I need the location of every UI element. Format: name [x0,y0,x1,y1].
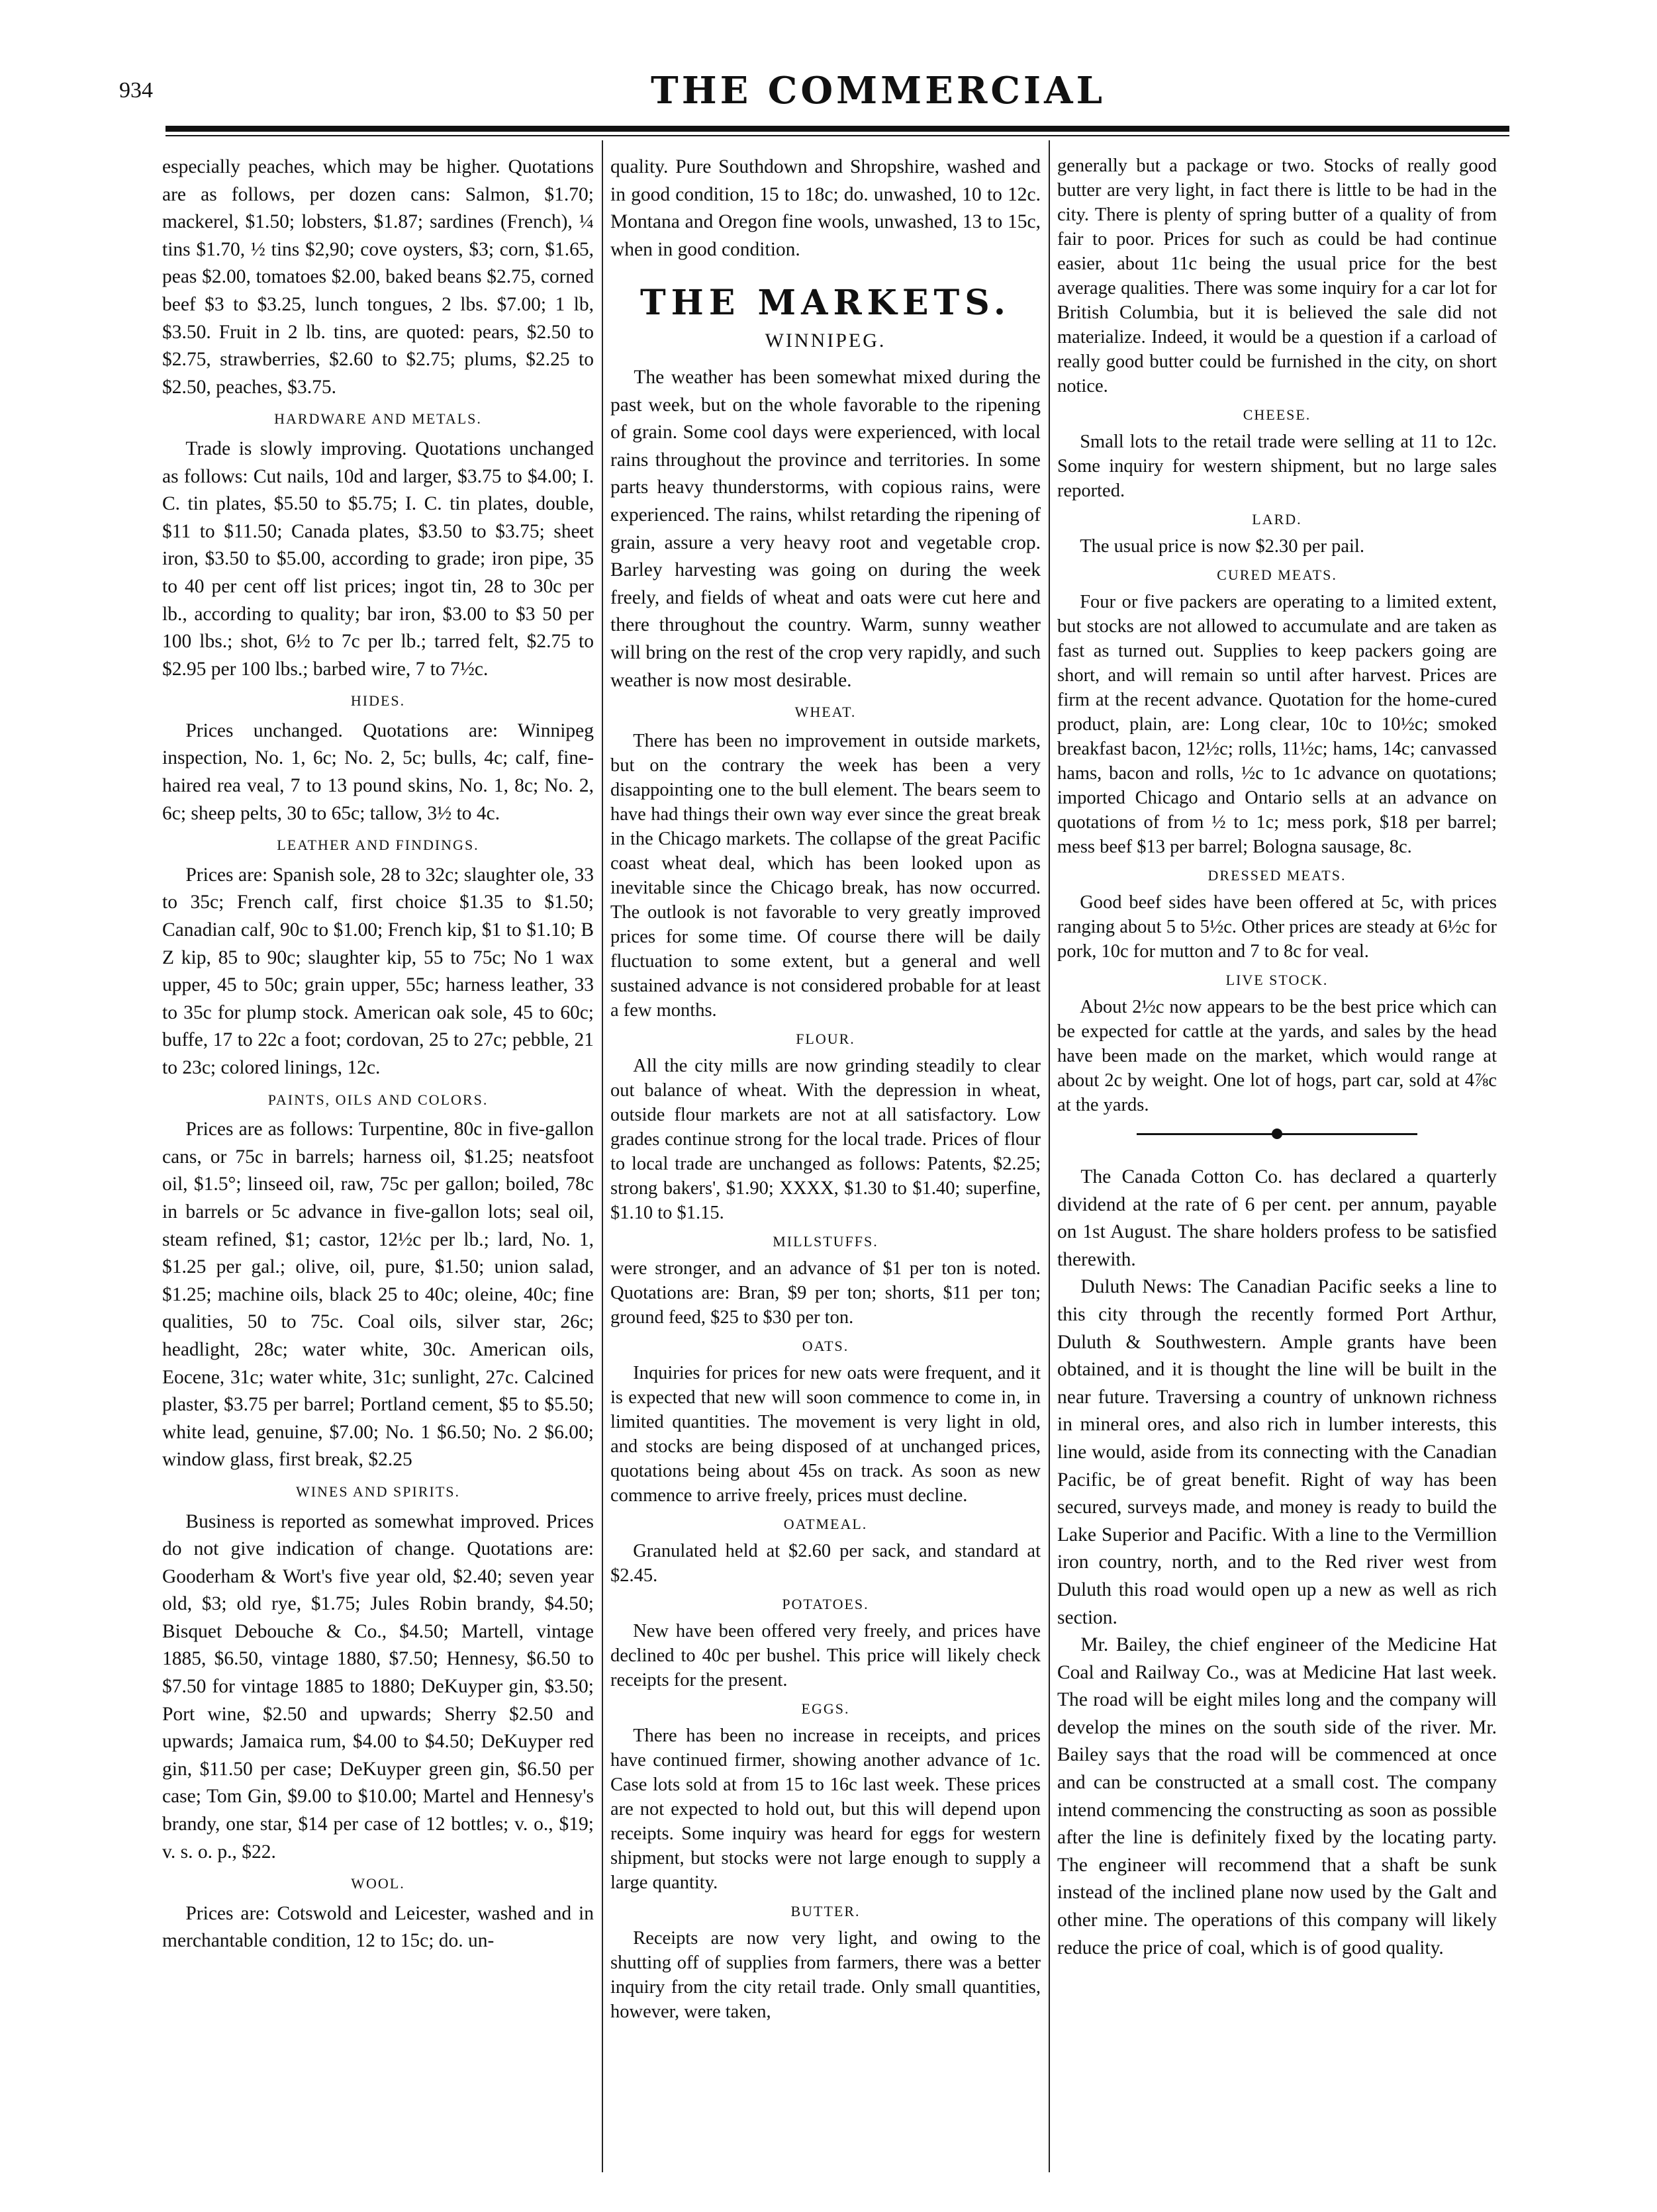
ornament-dot [1272,1129,1282,1139]
article-paragraph: Duluth News: The Canadian Pacific seeks a line to this city through the recently formed Port Arthur, Duluth & Southwestern. Ample grants have been obtained, and it is thought the line will be built in the near future. Traversing a country of unknown richness in mineral ores, and also rich in lumber interests, this line would, aside from its connecting with the Canadian Pacific, be of great benefit. Right of way has been secured, surveys made, and money is ready to build the Lake Superior and Pacific. With a line to the Vermillion iron country, north, and to the Red river west from Duluth this road would open up a new as well as rich section. [1057,1276,1497,1628]
article-paragraph: The usual price is now $2.30 per pail. [1080,536,1364,557]
section-heading: LEATHER AND FINDINGS. [277,837,479,854]
article-paragraph: All the city mills are now grinding steadily to clear out balance of wheat. With the depression in wheat, outside flour markets are not at all satisfactory. Low grades continue strong for the local trade. Prices of flour to local trade are unchanged as follows: Patents, $2.25; strong bakers', $1.90; XXXX, $1.30 to $1.40; superfine, $1.10 to $1.15. [610,1055,1041,1223]
masthead: THE COMMERCIAL [651,69,1106,113]
article-paragraph: were stronger, and an advance of $1 per ton is noted. Quotations are: Bran, $9 per ton; shorts, $11 per ton; ground feed, $25 to $30 per ton. [610,1258,1041,1328]
section-heading: CURED MEATS. [1217,567,1337,583]
markets-city: WINNIPEG. [765,330,886,352]
section-heading: WINES AND SPIRITS. [295,1483,461,1500]
section-heading: DRESSED MEATS. [1207,867,1347,884]
article-paragraph: Mr. Bailey, the chief engineer of the Medicine Hat Coal and Railway Co., was at Medicine Hat last week. The road will be eight miles long and the company will develop the mines on the south side of the river. Mr. Bailey says that the road will be commenced at once and can be constructed at a small cost. The company intend commencing the constructing as soon as possible after the line is definitely fixed by the locating party. The engineer will recommend that a shaft be sunk instead of the inclined plane now used by the Galt and other mine. The operations of this company will likely reduce the price of coal, which is of good quality. [1057,1634,1497,1959]
header-rule-thick [166,126,1509,132]
article-paragraph: Trade is slowly improving. Quotations unchanged as follows: Cut nails, 10d and larger, $3.75 to $4.00; I. C. tin plates, $5.50 to $5.75; I. C. tin plates, double, $11 to $11.50; Canada plates, $3.50 to $3.75; sheet iron, $3.50 to $5.00, according to grade; iron pipe, 35 to 40 per cent off list prices; ingot tin, 28 to 30c per lb., according to quality; bar iron, $3.00 to $3 50 per 100 lbs.; shot, 6½ to 7c per lb.; tarred felt, $2.75 to $2.95 per 100 lbs.; barbed wire, 7 to 7½c. [162,438,594,680]
article-paragraph: Inquiries for prices for new oats were frequent, and it is expected that new will soon commence to come in, in limited quantities. The movement is very light in old, and stocks are being disposed of at unchanged prices, quotations being about 45s on track. As soon as new commence to arrive freely, prices must decline. [610,1362,1041,1506]
section-heading: FLOUR. [796,1030,855,1047]
article-paragraph: About 2½c now appears to be the best price which can be expected for cattle at the yards, and sales by the head have been made on the market, which would range at about 2c by weight. One lot of hogs, part car, sold at 4⅞c at the yards. [1057,997,1497,1115]
section-heading: HARDWARE AND METALS. [274,410,482,428]
right-column [1057,154,1497,2172]
article-paragraph: Small lots to the retail trade were selling at 11 to 12c. Some inquiry for western shipment, but no large sales reported. [1057,432,1497,501]
header-rule-thin [166,135,1509,136]
article-paragraph: Prices unchanged. Quotations are: Winnipeg inspection, No. 1, 6c; No. 2, 5c; bulls, 4c; calf, fine-haired rea veal, 7 to 13 pound skins, No. 1, 8c; No. 2, 6c; sheep pelts, 30 to 65c; tallow, 3½ to 4c. [162,719,594,824]
column-divider-2 [1049,140,1050,2172]
article-paragraph: Prices are: Spanish sole, 28 to 32c; slaughter ole, 33 to 35c; French calf, first choice $1.35 to $1.50; Canadian calf, 90c to $1.00; French kip, $1 to $1.10; B Z kip, 85 to 90c; slaughter kip, 55 to 75c; No 1 wax upper, 45 to 50c; grain upper, 55c; harness leather, 33 to 35c for plump stock. American oak sole, 45 to 60c; buffe, 17 to 22c a foot; cordovan, 25 to 27c; pebble, 21 to 23c; colored linings, 12c. [162,864,594,1078]
section-ornament [1057,1124,1497,1144]
middle-column [610,154,1041,2172]
article-paragraph: Business is reported as somewhat improved. Prices do not give indication of change. Quotations are: Gooderham & Wort's five year old, $2.40; seven year old, $3; old rye, $1.75; Jules Robin brandy, $4.50; Bisquet Debouche & Co., $4.50; Martell, vintage 1885, $6.50, vintage 1880, $7.50; Hennesy, $6.50 to $7.50 for vintage 1885 to 1880; DeKuyper gin, $3.50; Port wine, $2.50 and upwards; Sherry $2.50 and upwards; Jamaica rum, $4.00 to $4.50; DeKuyper red gin, $11.50 per case; DeKuyper green gin, $6.50 per case; Tom Gin, $9.00 to $10.00; Martel and Hennesy's brandy, one star, $14 per case of 12 bottles; v. o., $19; v. s. o. p., $22. [162,1510,594,1863]
section-heading: LIVE STOCK. [1225,972,1329,988]
article-paragraph: especially peaches, which may be higher. Quotations are as follows, per dozen cans: Salmon, $1.70; mackerel, $1.50; lobsters, $1.87; sardines (French), ¼ tins $1.70, ½ tins $2,90; cove oysters, $3; corn, $1.65, peas $2.00, tomatoes $2.00, baked beans $2.75, corned beef $3 to $3.25, lunch tongues, 2 lbs. $7.00; 1 lb, $3.50. Fruit in 2 lb. tins, are quoted: pears, $2.50 to $2.75, strawberries, $2.60 to $2.75; plums, $2.25 to $2.50, peaches, $3.75. [162,156,594,398]
section-heading: OATS. [802,1337,849,1354]
page-number: 934 [119,78,153,103]
section-heading: POTATOES. [782,1595,869,1612]
section-heading: CHEESE. [1243,406,1311,423]
article-paragraph: The weather has been somewhat mixed during the past week, but on the whole favorable to the ripening of grain. Some cool days were experienced, with local rains throughout the province and territories. In some parts heavy thunderstorms, with copious rains, were experienced. The rains, whilst retarding the ripening of grain, assure a very heavy root and vegetable crop. Barley harvesting was going on during the week freely, and fields of wheat and oats were cut here and there throughout the country. Warm, sunny weather will bring on the rest of the crop very rapidly, and such weather is now most desirable. [610,366,1041,691]
column-divider-1 [602,140,603,2172]
article-paragraph: There has been no improvement in outside markets, but on the contrary the week has been a very disappointing one to the bull element. The bears seem to have had things their own way ever since the great break in the Chicago markets. The collapse of the great Pacific coast wheat deal, which has been looked upon as inevitable since the Chicago break, has now occurred. The outlook is not favorable to very greatly improved prices for some time. Of course there will be daily fluctuation to some extent, but a general and well sustained advance is not considered probable for at least a few months. [610,730,1041,1021]
section-heading: WHEAT. [794,704,857,721]
section-heading: WOOL. [351,1875,405,1892]
article-paragraph: Receipts are now very light, and owing to the shutting off of supplies from farmers, there was a better inquiry from the city retail trade. Only small quantities, however, were taken, [610,1927,1041,2022]
section-heading: MILLSTUFFS. [773,1232,878,1250]
article-paragraph: There has been no increase in receipts, and prices have continued firmer, showing another advance of 1c. Case lots sold at from 15 to 16c last week. These prices are not expected to hold out, but this will depend upon receipts. Some inquiry was heard for eggs for western shipment, but stocks were not large enough to supply a large quantity. [610,1725,1041,1893]
article-paragraph: New have been offered very freely, and prices have declined to 40c per bushel. This price will likely check receipts for the present. [610,1620,1041,1690]
article-paragraph: quality. Pure Southdown and Shropshire, washed and in good condition, 15 to 18c; do. unwashed, 10 to 12c. Montana and Oregon fine wools, unwashed, 13 to 15c, when in good condition. [610,156,1041,260]
article-paragraph: Good beef sides have been offered at 5c, with prices ranging about 5 to 5½c. Other prices are steady at 6½c for pork, 10c for mutton and 7 to 8c for veal. [1057,892,1497,962]
section-heading: HIDES. [350,692,406,710]
section-heading: BUTTER. [790,1902,861,1919]
section-heading: OATMEAL. [783,1515,868,1532]
article-paragraph: generally but a package or two. Stocks of really good butter are very light, in fact there is little to be had in the city. There is plenty of spring butter of a quality of from fair to poor. Prices for such as could be had continue easier, about 11c being the usual price for the best average qualities. There was some inquiry for a car lot for British Columbia, but it is believed the sale did not materialize. Indeed, it would be a question if a carload of really good butter could be furnished in the city, on short notice. [1057,156,1497,396]
section-heading: PAINTS, OILS AND COLORS. [267,1091,489,1108]
section-heading: EGGS. [801,1700,850,1717]
left-column [162,154,594,2172]
article-paragraph: Four or five packers are operating to a limited extent, but stocks are not allowed to accumulate and are taken as fast as turned out. Supplies to keep packers going are short, and will remain so until after harvest. Prices are firm at the recent advance. Quotation for the home-cured product, plain, are: Long clear, 10c to 10½c; smoked breakfast bacon, 12½c; rolls, 11½c; hams, 14c; canvassed hams, bacon and rolls, ½c to 1c advance on quotations; imported Chicago and Ontario sells at an advance on quotations of from ½ to 1c; mess pork, $18 per barrel; mess beef $13 per barrel; Bologna sausage, 8c. [1057,592,1497,857]
markets-title: THE MARKETS. [639,283,1011,324]
section-heading: LARD. [1252,511,1302,528]
article-paragraph: Prices are: Cotswold and Leicester, washed and in merchantable condition, 12 to 15c; do. un- [162,1902,594,1952]
article-paragraph: Prices are as follows: Turpentine, 80c in five-gallon cans, or 75c in barrels; harness oil, $1.25; neatsfoot oil, $1.5°; linseed oil, raw, 75c per gallon; boiled, 78c in barrels or 5c advance in five-gallon lots; seal oil, steam refined, $1; castor, 12½c per lb.; lard, No. 1, $1.25 per gal.; olive, oil, pure, $1.50; union salad, $1.25; machine oils, black 25 to 40c; oleine, 40c; fine qualities, 50 to 75c. Coal oils, silver star, 26c; headlight, 28c; water white, 30c. American oils, Eocene, 31c; water white, 31c; sunlight, 27c. Calcined plaster, $3.75 per barrel; Portland cement, $5 to $5.50; white lead, genuine, $7.00; No. 1 $6.50; No. 2 $6.00; window glass, first break, $2.25 [162,1119,594,1471]
article-paragraph: Granulated held at $2.60 per sack, and standard at $2.45. [610,1540,1041,1586]
article-paragraph: The Canada Cotton Co. has declared a quarterly dividend at the rate of 6 per cent. per annum, payable on 1st August. The share holders profess to be satisfied therewith. [1057,1166,1497,1270]
